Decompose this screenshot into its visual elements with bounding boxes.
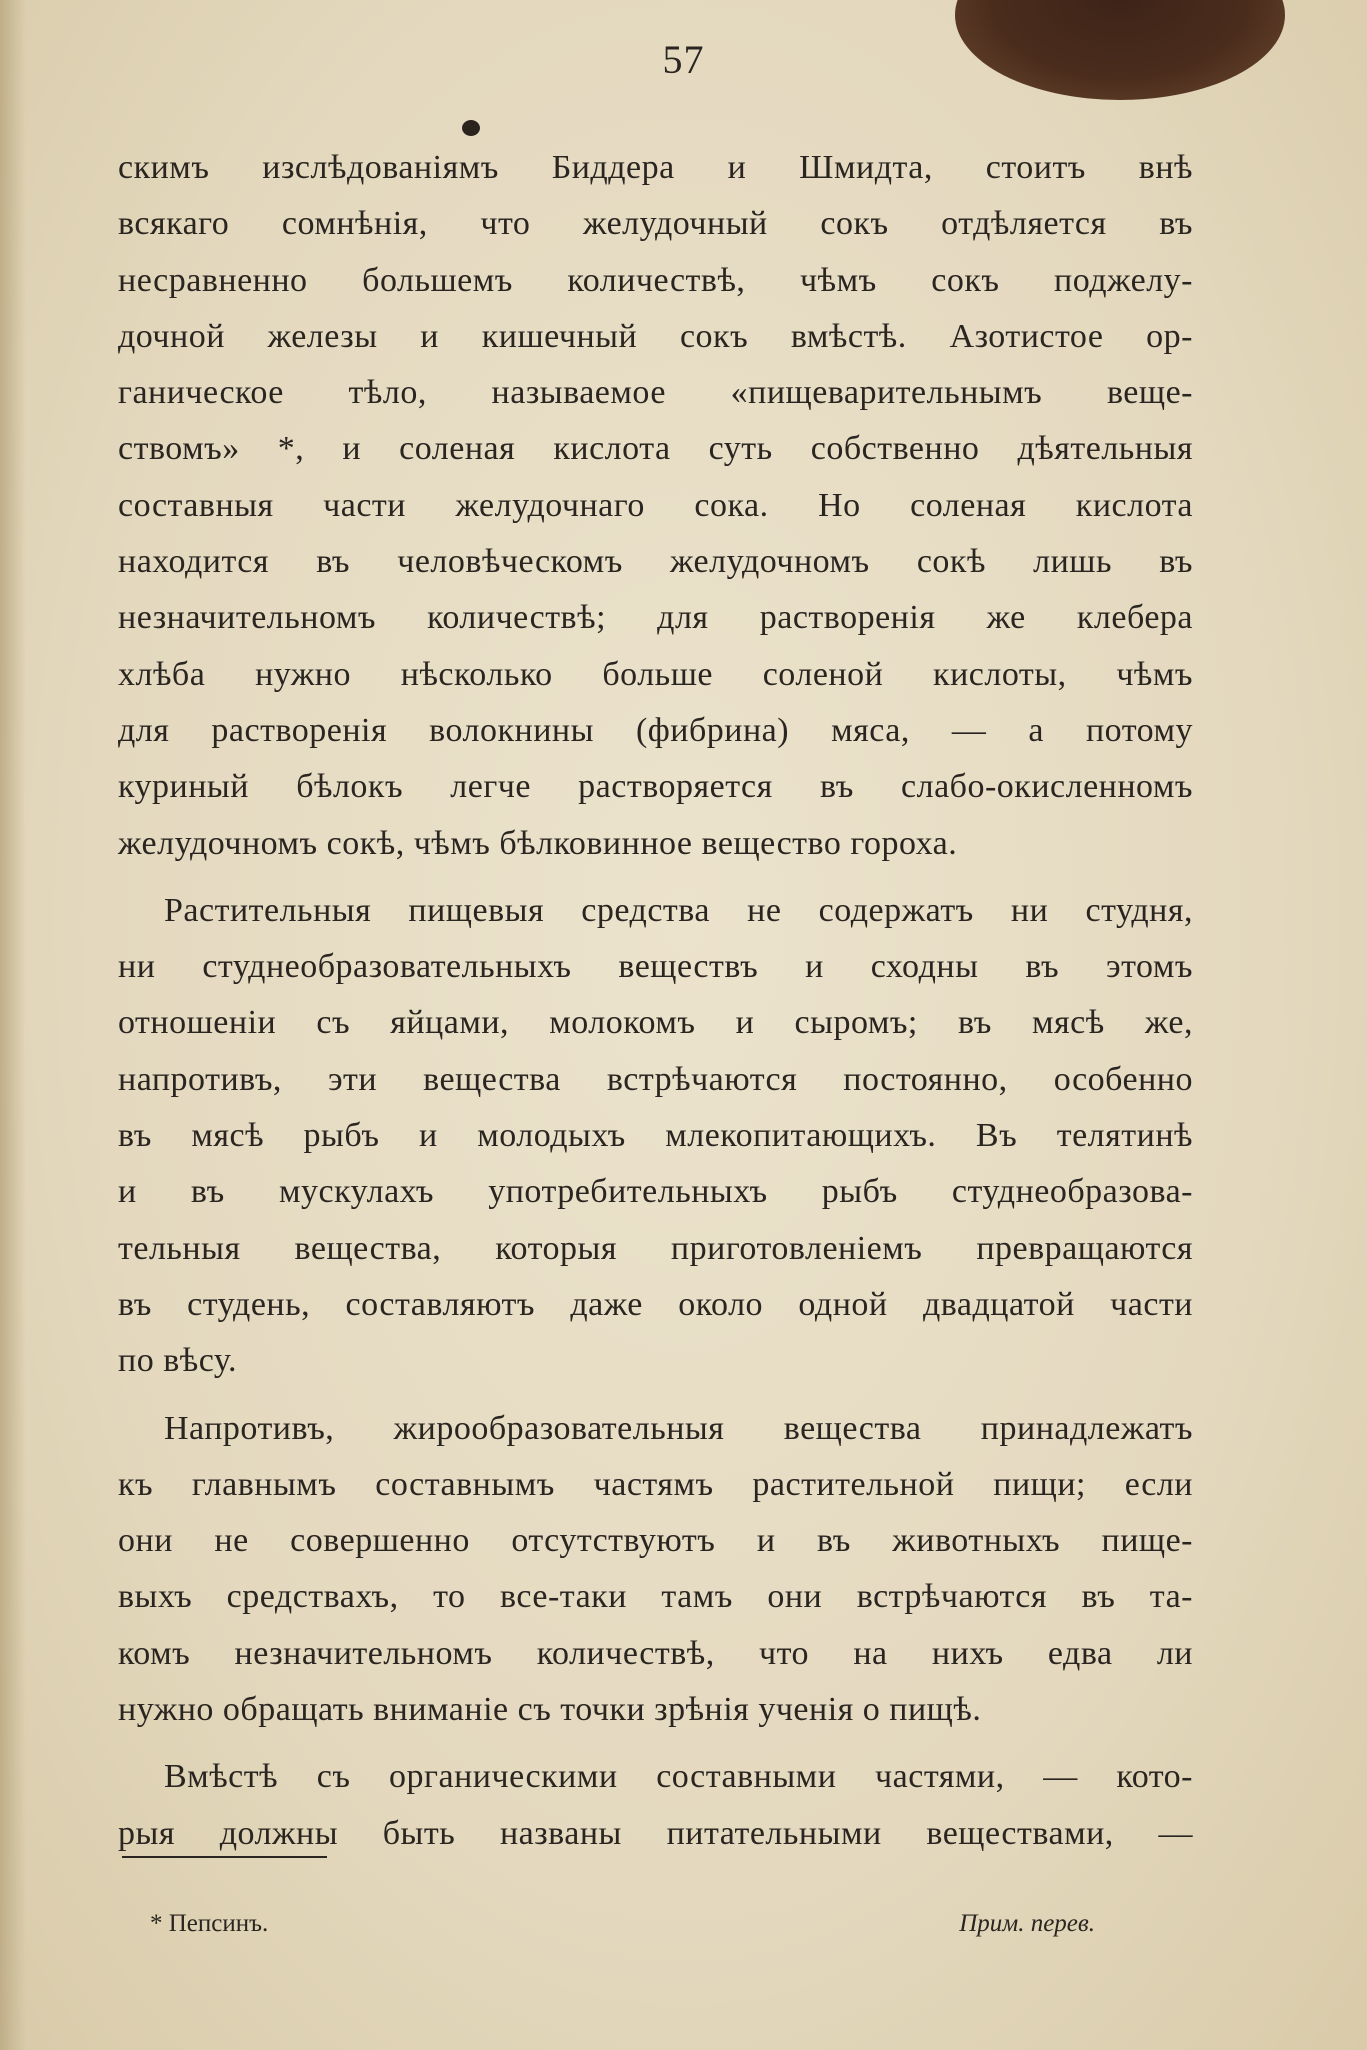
text-line: дочной железы и кишечный сокъ вмѣстѣ. Азотистое ор- [118,317,1193,355]
text-line: ни студнеобразовательныхъ веществъ и сходны въ этомъ [118,948,1193,986]
text-line: по вѣсу. [118,1342,237,1380]
text-line: нужно обращать вниманіе съ точки зрѣнія ученія о пищѣ. [118,1691,982,1729]
text-line: комъ незначительномъ количествѣ, что на нихъ едва ли [118,1634,1193,1672]
footnote [150,1910,1095,1938]
page-number: 57 [662,37,705,82]
text-line: отношеніи съ яйцами, молокомъ и сыромъ; въ мясѣ же, [118,1004,1193,1042]
text-line: скимъ изслѣдованіямъ Биддера и Шмидта, стоитъ внѣ [118,149,1193,186]
footnote-divider [122,1856,327,1858]
text-line: Напротивъ, жирообразовательныя вещества принадлежатъ [164,1409,1193,1447]
body-text [118,140,1193,1862]
text-line: къ главнымъ составнымъ частямъ растительной пищи; если [118,1465,1193,1503]
paragraph [118,140,1193,872]
text-line: хлѣба нужно нѣсколько больше соленой кислоты, чѣмъ [118,655,1193,693]
ink-spot [462,120,480,136]
text-line: ганическое тѣло, называемое «пищеварительнымъ веще- [118,374,1193,412]
text-line: рыя должны быть названы питательными веществами, — [118,1814,1193,1852]
text-line: Вмѣстѣ съ органическими составными частями, — кото- [164,1758,1193,1796]
text-line: ствомъ» *, и соленая кислота суть собственно дѣятельныя [118,430,1193,468]
text-line: составныя части желудочнаго сока. Но соленая кислота [118,486,1193,524]
page-edge-shadow [0,0,26,2050]
text-line: они не совершенно отсутствуютъ и въ животныхъ пище- [118,1522,1193,1560]
text-line: напротивъ, эти вещества встрѣчаются постоянно, особенно [118,1060,1193,1098]
paragraph [118,1749,1193,1862]
text-line: находится въ человѣческомъ желудочномъ сокѣ лишь въ [118,543,1193,581]
footnote-attribution: Прим. перев. [959,1910,1095,1937]
text-line: желудочномъ сокѣ, чѣмъ бѣлковинное вещество гороха. [118,824,958,862]
text-line: Растительныя пищевыя средства не содержатъ ни студня, [164,891,1193,929]
text-line: въ мясѣ рыбъ и молодыхъ млекопитающихъ. Въ телятинѣ [118,1117,1193,1155]
footnote-text: * Пепсинъ. [150,1910,269,1937]
text-line: для растворенія волокнины (фибрина) мяса, — а потому [118,711,1193,749]
text-line: и въ мускулахъ употребительныхъ рыбъ студнеобразова- [118,1173,1193,1211]
text-line: выхъ средствахъ, то все-таки тамъ они встрѣчаются въ та- [118,1578,1193,1616]
text-line: тельныя вещества, которыя приготовленіемъ превращаются [118,1229,1193,1267]
text-line: всякаго сомнѣнія, что желудочный сокъ отдѣляется въ [118,205,1193,243]
paragraph [118,883,1193,1390]
paragraph [118,1401,1193,1739]
text-line: въ студень, составляютъ даже около одной двадцатой части [118,1285,1193,1323]
text-line: несравненно большемъ количествѣ, чѣмъ сокъ поджелу- [118,261,1193,299]
text-line: незначительномъ количествѣ; для растворенія же клебера [118,599,1193,637]
text-line: куриный бѣлокъ легче растворяется въ слабо-окисленномъ [118,768,1193,806]
